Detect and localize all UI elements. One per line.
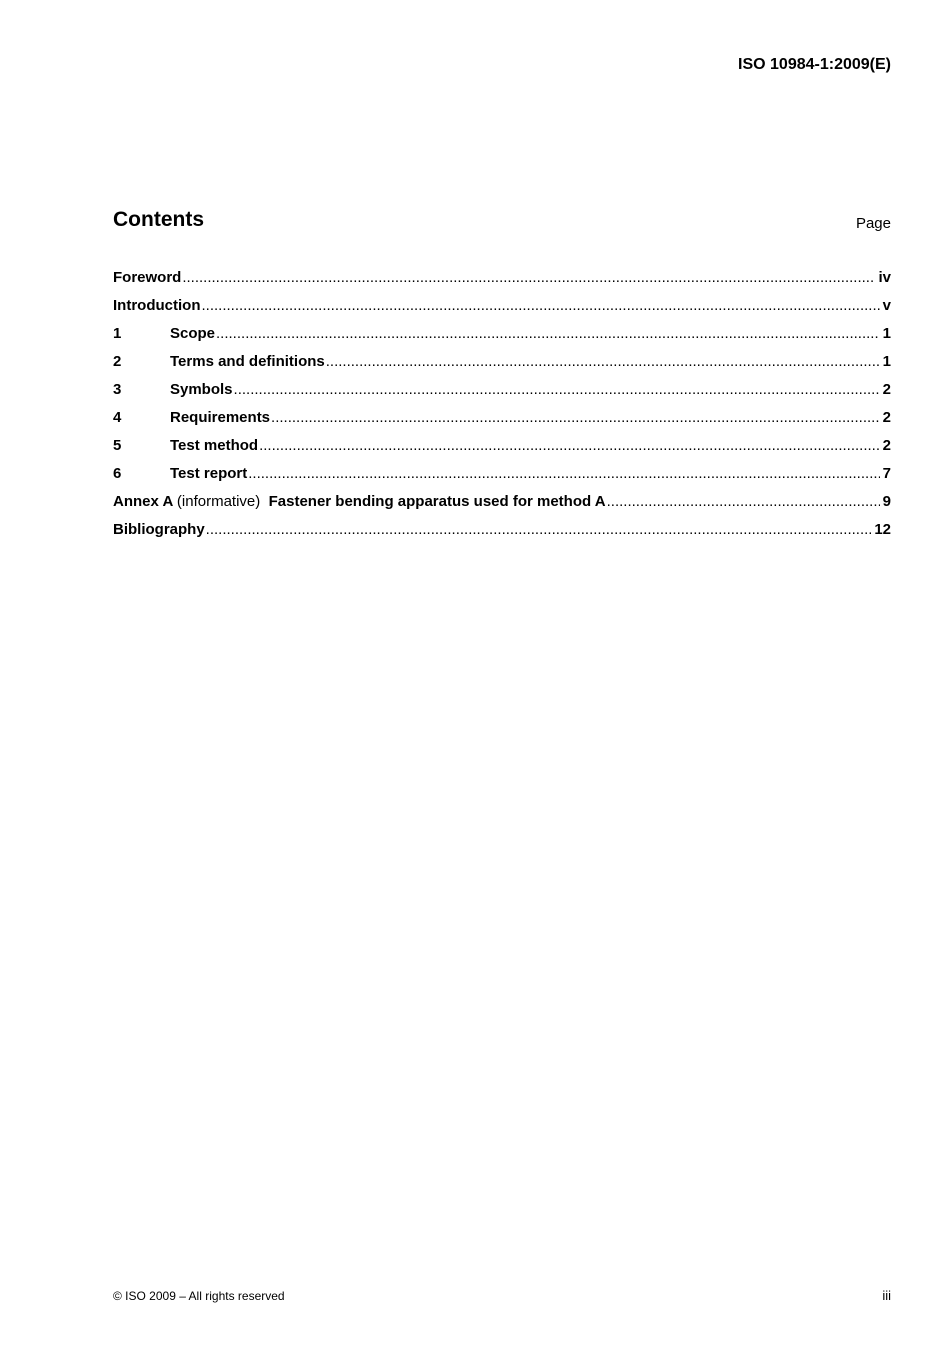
document-id: ISO 10984-1:2009(E) xyxy=(738,56,891,73)
toc-entry-symbols[interactable] xyxy=(113,380,891,408)
toc-entry-test-report[interactable] xyxy=(113,464,891,492)
annex-title: Fastener bending apparatus used for method A xyxy=(268,493,606,510)
toc-entry-title: Foreword xyxy=(113,269,182,286)
toc-entry-terms-and-definitions[interactable] xyxy=(113,352,891,380)
toc-entry-page: 9 xyxy=(882,493,891,510)
toc-entry-number: 4 xyxy=(113,409,122,426)
toc-entry-page: v xyxy=(882,297,891,314)
toc-leader-dots xyxy=(206,520,872,540)
toc-leader-dots xyxy=(259,436,880,456)
toc-entry-annex-a[interactable] xyxy=(113,492,891,520)
toc-entry-introduction[interactable] xyxy=(113,296,891,324)
table-of-contents xyxy=(113,268,891,548)
toc-entry-title: Test report xyxy=(170,465,248,482)
toc-entry-bibliography[interactable] xyxy=(113,520,891,548)
toc-entry-requirements[interactable] xyxy=(113,408,891,436)
toc-entry-test-method[interactable] xyxy=(113,436,891,464)
page-column-label: Page xyxy=(855,215,891,232)
annex-label: Annex A xyxy=(113,493,173,510)
toc-leader-dots xyxy=(248,464,879,484)
toc-entry-page: 2 xyxy=(882,381,891,398)
toc-entry-number: 5 xyxy=(113,437,122,454)
toc-leader-dots xyxy=(234,380,880,400)
toc-entry-title: Terms and definitions xyxy=(170,353,325,370)
toc-leader-dots xyxy=(216,324,880,344)
toc-entry-page: 12 xyxy=(874,521,891,538)
contents-heading: Contents xyxy=(113,208,204,231)
toc-leader-dots xyxy=(182,268,875,288)
toc-entry-page: iv xyxy=(878,269,891,286)
annex-informative-label: (informative) xyxy=(176,493,261,510)
toc-entry-page: 7 xyxy=(882,465,891,482)
toc-leader-dots xyxy=(271,408,880,428)
toc-entry-number: 6 xyxy=(113,465,122,482)
toc-entry-title: Requirements xyxy=(170,409,271,426)
toc-entry-number: 2 xyxy=(113,353,122,370)
toc-entry-title: Symbols xyxy=(170,381,233,398)
toc-entry-title: Bibliography xyxy=(113,521,205,538)
toc-entry-title: Introduction xyxy=(113,297,201,314)
toc-entry-foreword[interactable] xyxy=(113,268,891,296)
toc-entry-number: 1 xyxy=(113,325,122,342)
toc-entry-title: Test method xyxy=(170,437,259,454)
copyright-notice: © ISO 2009 – All rights reserved xyxy=(113,1289,285,1303)
toc-entry-page: 2 xyxy=(882,409,891,426)
toc-entry-page: 2 xyxy=(882,437,891,454)
page-number: iii xyxy=(882,1288,891,1303)
toc-entry-page: 1 xyxy=(882,325,891,342)
toc-entry-number: 3 xyxy=(113,381,122,398)
toc-entry-scope[interactable] xyxy=(113,324,891,352)
toc-leader-dots xyxy=(607,492,880,512)
toc-entry-page: 1 xyxy=(882,353,891,370)
toc-entry-title xyxy=(113,492,606,512)
toc-entry-title: Scope xyxy=(170,325,216,342)
toc-leader-dots xyxy=(201,296,879,316)
toc-leader-dots xyxy=(326,352,880,372)
